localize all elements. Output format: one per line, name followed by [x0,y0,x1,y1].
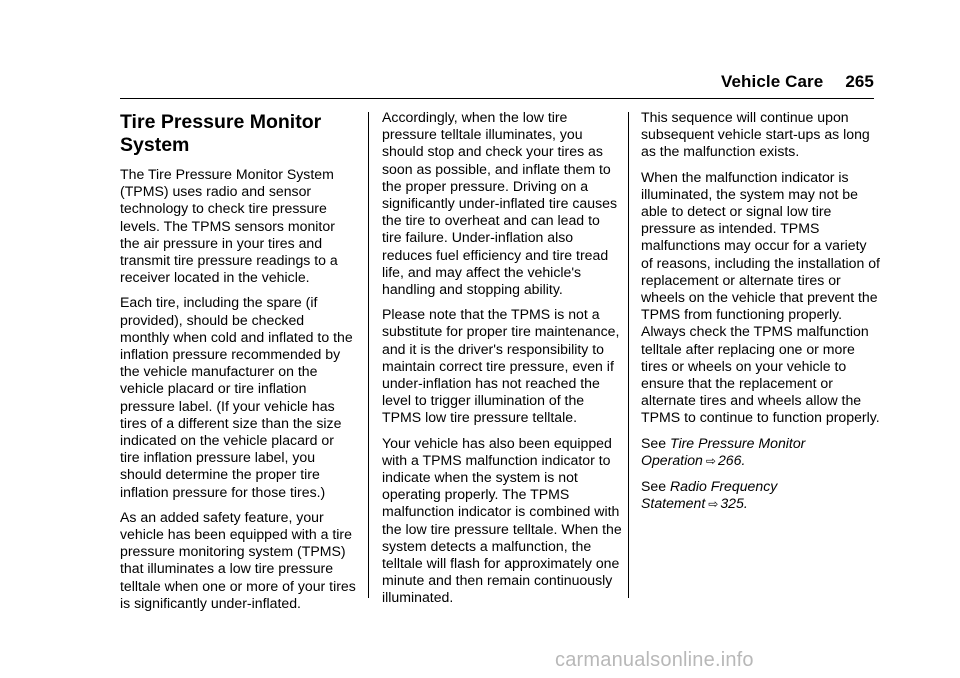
paragraph: This sequence will continue upon subsequent vehicle start-ups as long as the malfunction exists. [641,109,870,160]
paragraph: Please note that the TPMS is not a substitute for proper tire maintenance, and it is the driver's responsibility to maintain correct tire pressure, even if under-inflation has not reached the level to trigger illumination of the TPMS low tire pressure telltale. [382,306,620,426]
paragraph: Accordingly, when the low tire pressure telltale illuminates, you should stop and check your tires as soon as possible, and inflate them to the proper pressure. Driving on a significantly under-inflated tire causes the tire to overheat and can lead to tire failure. Under-inflation also reduces fuel efficiency and tire tread life, and may affect the vehicle's handling and stopping ability. [382,109,618,298]
xref-prefix: See [641,434,667,451]
paragraph: Each tire, including the spare (if provided), should be checked monthly when cold and inflated to the inflation pressure recommended by the vehicle manufacturer on the vehicle placard or tire inflation pressure label. (If your vehicle has tires of a different size than the size indicated on the vehicle placard or tire inflation pressure label, you should determine the proper tire inflation pressure for those tires.) [120,294,353,500]
xref-title[interactable]: Radio Frequency Statement [641,478,778,512]
xref-page[interactable]: 266. [717,451,746,468]
column-1 [120,109,356,620]
paragraph: The Tire Pressure Monitor System (TPMS) uses radio and sensor technology to check tire pressure levels. The TPMS sensors monitor the air pressure in your tires and transmit tire pressure readings to a receiver located in the vehicle. [120,166,338,286]
watermark: carmanualsonline.info [555,649,754,671]
xref-tire-pressure-monitor-operation[interactable] [641,435,881,470]
page-ref-arrow-icon: ⇨ [708,497,719,512]
paragraph: Your vehicle has also been equipped with a TPMS malfunction indicator to indicate when the system is not operating properly. The TPMS malfunction indicator is combined with the low tire pressure telltale. When the system detects a malfunction, the telltale will flash for approximately one minute and then remain continuously illuminated. [382,434,622,606]
header-rule [120,98,874,99]
column-2 [382,109,622,615]
paragraph: When the malfunction indicator is illuminated, the system may not be able to detect or signal low tire pressure as intended. TPMS malfunctions may occur for a variety of reasons, including the installation of replacement or alternate tires or wheels on the vehicle that prevent the TPMS from functioning properly. Always check the TPMS malfunction telltale after replacing one or more tires or wheels on your vehicle to ensure that the replacement or alternate tires and wheels allow the TPMS to continue to function properly. [641,168,880,426]
page-ref-arrow-icon: ⇨ [705,453,716,468]
xref-prefix: See [641,478,667,495]
section-title: Tire Pressure Monitor System [120,111,322,156]
column-divider [628,112,629,598]
xref-page[interactable]: 325. [720,495,748,512]
column-divider [368,112,369,598]
column-3 [641,109,881,521]
xref-title[interactable]: Tire Pressure Monitor Operation [641,434,806,468]
running-head [721,72,874,92]
section-name: Vehicle Care [721,72,824,91]
page-number: 265 [845,72,874,91]
paragraph: As an added safety feature, your vehicle has been equipped with a tire pressure monitoring system (TPMS) that illuminates a low tire pressure telltale when one or more of your tires is significantly under-inflated. [120,508,356,611]
xref-radio-frequency-statement[interactable] [641,478,881,513]
